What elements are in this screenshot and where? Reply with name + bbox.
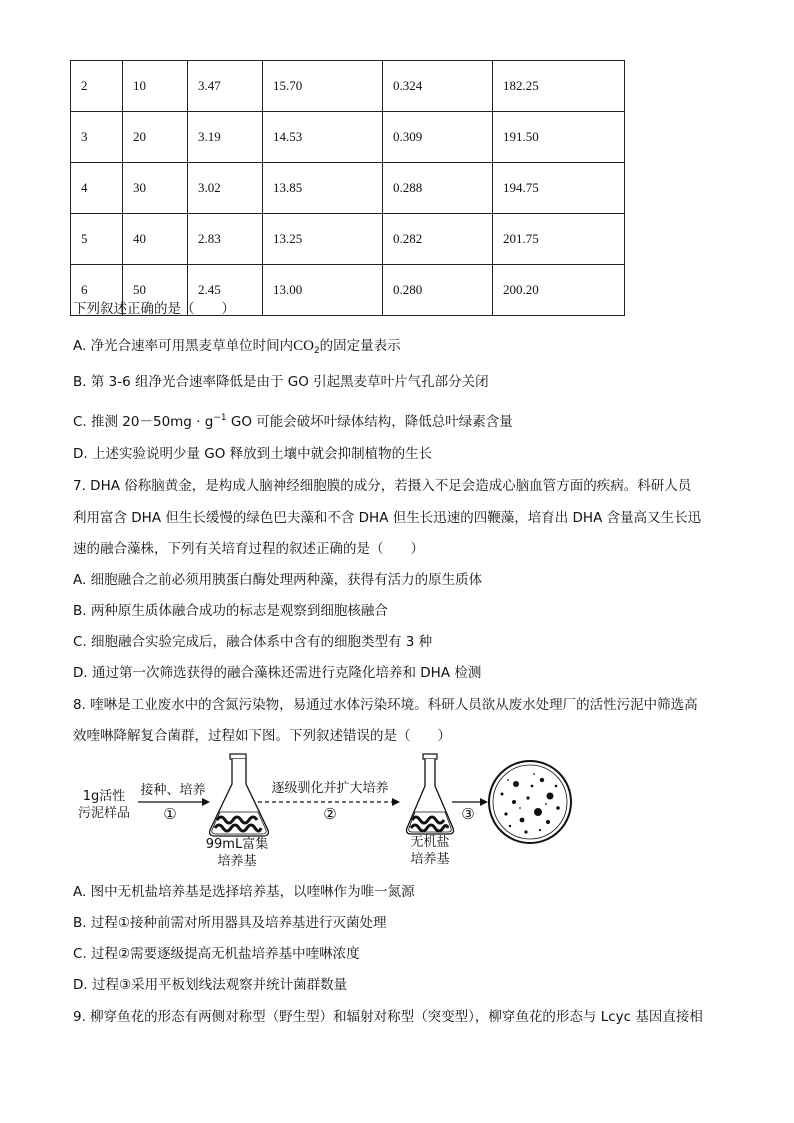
flask2-label-line2: 培养基 (410, 852, 450, 867)
q6-option-a (73, 337, 401, 360)
table-cell: 191.50 (493, 112, 625, 163)
sample-label-line1: 1g活性 (82, 789, 126, 804)
table-cell: 50 (123, 265, 188, 316)
table-cell: 10 (123, 61, 188, 112)
table-cell: 40 (123, 214, 188, 265)
table-row (71, 163, 625, 214)
table-cell: 6 (71, 265, 123, 316)
flask-icon (407, 754, 454, 834)
flask1-label (192, 836, 282, 870)
petri-dish-icon (489, 761, 571, 843)
process-diagram (70, 750, 730, 880)
q7-stem-line1: 7. DHA 俗称脑黄金，是构成人脑神经细胞膜的成分，若摄入不足会造成心脑血管方面的疾病。科研人员 (73, 478, 692, 494)
table-cell: 0.324 (383, 61, 493, 112)
step3-marker: ③ (461, 805, 475, 823)
arrow2-label: 逐级驯化并扩大培养 (271, 781, 389, 796)
table-cell: 200.20 (493, 265, 625, 316)
unit-superscript: −1 (213, 413, 227, 423)
q8-option-d: D. 过程③采用平板划线法观察并统计菌群数量 (73, 977, 348, 993)
table-cell: 2.45 (188, 265, 263, 316)
q8-option-a: A. 图中无机盐培养基是选择培养基，以喹啉作为唯一氮源 (73, 884, 415, 900)
table-row (71, 112, 625, 163)
table-cell: 2 (71, 61, 123, 112)
sample-label-line2: 污泥样品 (77, 806, 130, 821)
q6-option-a-text: A. 净光合速率可用黑麦草单位时间内 (73, 338, 294, 354)
flask1-label-line2: 培养基 (217, 854, 257, 869)
q6-option-c-text: C. 推测 20－50mg · g (73, 414, 214, 430)
table-cell: 0.309 (383, 112, 493, 163)
q7-option-d: D. 通过第一次筛选获得的融合藻株还需进行克隆化培养和 DHA 检测 (73, 665, 482, 681)
q6-option-d: D. 上述实验说明少量 GO 释放到土壤中就会抑制植物的生长 (73, 446, 433, 462)
q7-option-a: A. 细胞融合之前必须用胰蛋白酶处理两种藻，获得有活力的原生质体 (73, 572, 483, 588)
table-cell: 3.02 (188, 163, 263, 214)
table-cell: 0.288 (383, 163, 493, 214)
table-cell: 0.282 (383, 214, 493, 265)
table-cell: 30 (123, 163, 188, 214)
arrow1-label: 接种、培养 (140, 783, 206, 798)
table-cell: 13.25 (263, 214, 383, 265)
q6-option-b: B. 第 3-6 组净光合速率降低是由于 GO 引起黑麦草叶片气孔部分关闭 (73, 374, 489, 390)
table-cell: 3.19 (188, 112, 263, 163)
table-cell: 13.85 (263, 163, 383, 214)
data-table (70, 60, 625, 316)
co2-subscript: 2 (313, 346, 320, 356)
table-row (71, 214, 625, 265)
flask1-label-line1: 99mL富集 (205, 837, 269, 852)
table-cell: 194.75 (493, 163, 625, 214)
flask2-label-line1: 无机盐 (410, 835, 450, 850)
table-cell: 5 (71, 214, 123, 265)
q7-stem-line2: 利用富含 DHA 但生长缓慢的绿色巴夫藻和不含 DHA 但生长迅速的四鞭藻，培育出 DHA 含量高又生长迅 (73, 510, 702, 526)
q7-option-c: C. 细胞融合实验完成后，融合体系中含有的细胞类型有 3 种 (73, 634, 433, 650)
table-cell: 0.280 (383, 265, 493, 316)
flask2-label (395, 834, 465, 868)
q6-option-a-suffix: 的固定量表示 (319, 338, 401, 354)
q8-option-b: B. 过程①接种前需对所用器具及培养基进行灭菌处理 (73, 915, 387, 931)
table-cell: 15.70 (263, 61, 383, 112)
q7-option-b: B. 两种原生质体融合成功的标志是观察到细胞核融合 (73, 603, 388, 619)
table-cell: 3 (71, 112, 123, 163)
table-cell: 3.47 (188, 61, 263, 112)
q6-option-c (73, 409, 513, 431)
step2-marker: ② (323, 805, 337, 823)
table-row (71, 61, 625, 112)
step1-marker: ① (163, 805, 177, 823)
q7-stem-line3: 速的融合藻株，下列有关培育过程的叙述正确的是（ ） (73, 541, 424, 557)
q6-option-c-suffix: GO 可能会破坏叶绿体结构，降低总叶绿素含量 (226, 414, 513, 430)
table-cell: 182.25 (493, 61, 625, 112)
co2-formula: CO (293, 338, 314, 354)
table-cell: 4 (71, 163, 123, 214)
q8-stem-line2: 效喹啉降解复合菌群，过程如下图。下列叙述错误的是（ ） (73, 728, 451, 744)
table-cell: 201.75 (493, 214, 625, 265)
table-cell: 14.53 (263, 112, 383, 163)
q8-stem-line1: 8. 喹啉是工业废水中的含氮污染物，易通过水体污染环境。科研人员欲从废水处理厂的活性污泥中筛选高 (73, 697, 698, 713)
table-cell: 20 (123, 112, 188, 163)
q6-stem: 下列叙述正确的是（ ） (73, 301, 235, 317)
q8-option-c: C. 过程②需要逐级提高无机盐培养基中喹啉浓度 (73, 946, 360, 962)
table-cell: 2.83 (188, 214, 263, 265)
table-cell: 13.00 (263, 265, 383, 316)
q9-stem-line1: 9. 柳穿鱼花的形态有两侧对称型（野生型）和辐射对称型（突变型），柳穿鱼花的形态与 Lcyc 基因直接相 (73, 1009, 703, 1025)
